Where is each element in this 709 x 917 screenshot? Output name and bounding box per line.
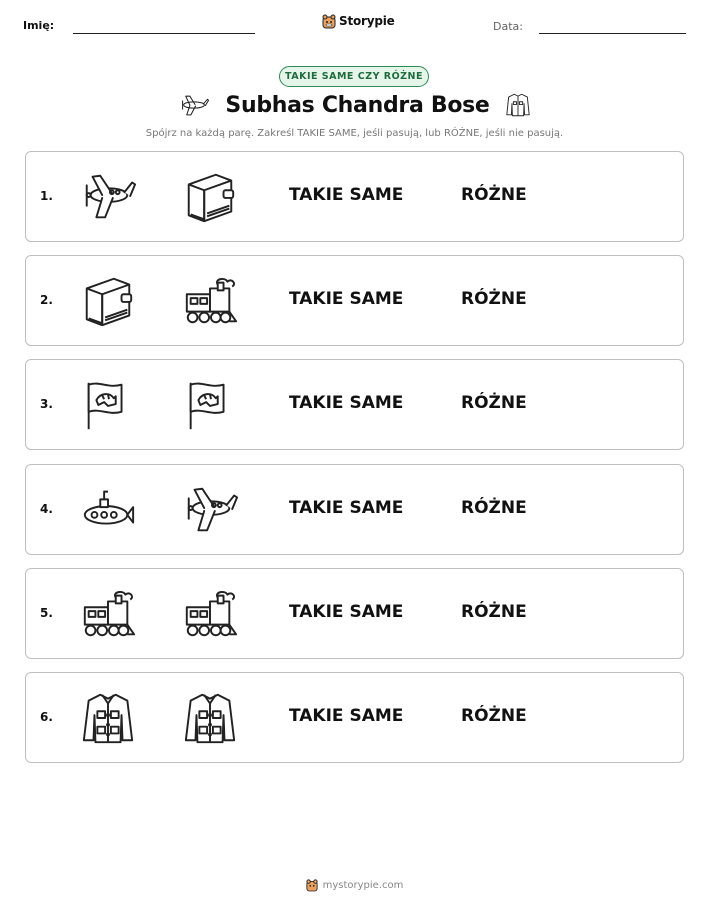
diary-icon <box>79 274 137 328</box>
worksheet-badge: TAKIE SAME CZY RÓŻNE <box>279 66 429 87</box>
footer <box>0 878 709 892</box>
submarine-icon <box>79 483 137 537</box>
option-different[interactable]: RÓŻNE <box>461 601 527 622</box>
pair-row <box>25 464 684 555</box>
storypie-mascot-icon <box>306 878 318 892</box>
pair-row <box>25 672 684 763</box>
option-same[interactable]: TAKIE SAME <box>289 706 404 726</box>
option-same[interactable]: TAKIE SAME <box>289 289 404 310</box>
date-line[interactable] <box>539 33 686 34</box>
row-number: 5. <box>40 605 53 620</box>
storypie-mascot-icon <box>322 13 336 29</box>
name-label: Imię: <box>23 19 55 32</box>
row-number: 4. <box>40 501 53 516</box>
option-same[interactable]: TAKIE SAME <box>289 185 404 205</box>
footer-url[interactable]: mystorypie.com <box>322 879 404 891</box>
brand-logo <box>322 13 395 29</box>
option-different[interactable]: RÓŻNE <box>461 289 527 310</box>
tiger-flag-icon <box>79 378 137 432</box>
row-number: 3. <box>40 397 53 412</box>
jacket-icon <box>79 691 137 745</box>
row-number: 1. <box>40 189 53 203</box>
airplane-icon <box>181 483 239 537</box>
pair-row <box>25 255 684 346</box>
airplane-icon <box>177 91 211 119</box>
train-icon <box>79 587 137 641</box>
airplane-icon <box>79 170 137 224</box>
option-same[interactable]: TAKIE SAME <box>289 497 404 518</box>
pair-row <box>25 568 684 659</box>
option-different[interactable]: RÓŻNE <box>461 497 527 518</box>
option-same[interactable]: TAKIE SAME <box>289 393 404 414</box>
tiger-flag-icon <box>181 378 239 432</box>
worksheet-header <box>0 0 709 50</box>
train-icon <box>181 587 239 641</box>
option-same[interactable]: TAKIE SAME <box>289 601 404 622</box>
row-number: 2. <box>40 293 53 308</box>
option-different[interactable]: RÓŻNE <box>461 185 527 205</box>
instructions: Spójrz na każdą parę. Zakreśl TAKIE SAME, jeśli pasują, lub RÓŻNE, jeśli nie pasują. <box>145 128 564 139</box>
pair-row <box>25 359 684 450</box>
row-number: 6. <box>40 710 53 724</box>
train-icon <box>181 274 239 328</box>
page-title: Subhas Chandra Bose <box>225 92 490 118</box>
option-different[interactable]: RÓŻNE <box>461 393 527 414</box>
title-row <box>0 90 709 120</box>
name-line[interactable] <box>73 33 255 34</box>
brand-name: Storypie <box>339 14 395 28</box>
jacket-icon <box>504 90 532 120</box>
date-label: Data: <box>493 20 523 33</box>
diary-icon <box>181 170 239 224</box>
pair-row <box>25 151 684 242</box>
jacket-icon <box>181 691 239 745</box>
option-different[interactable]: RÓŻNE <box>461 706 527 726</box>
